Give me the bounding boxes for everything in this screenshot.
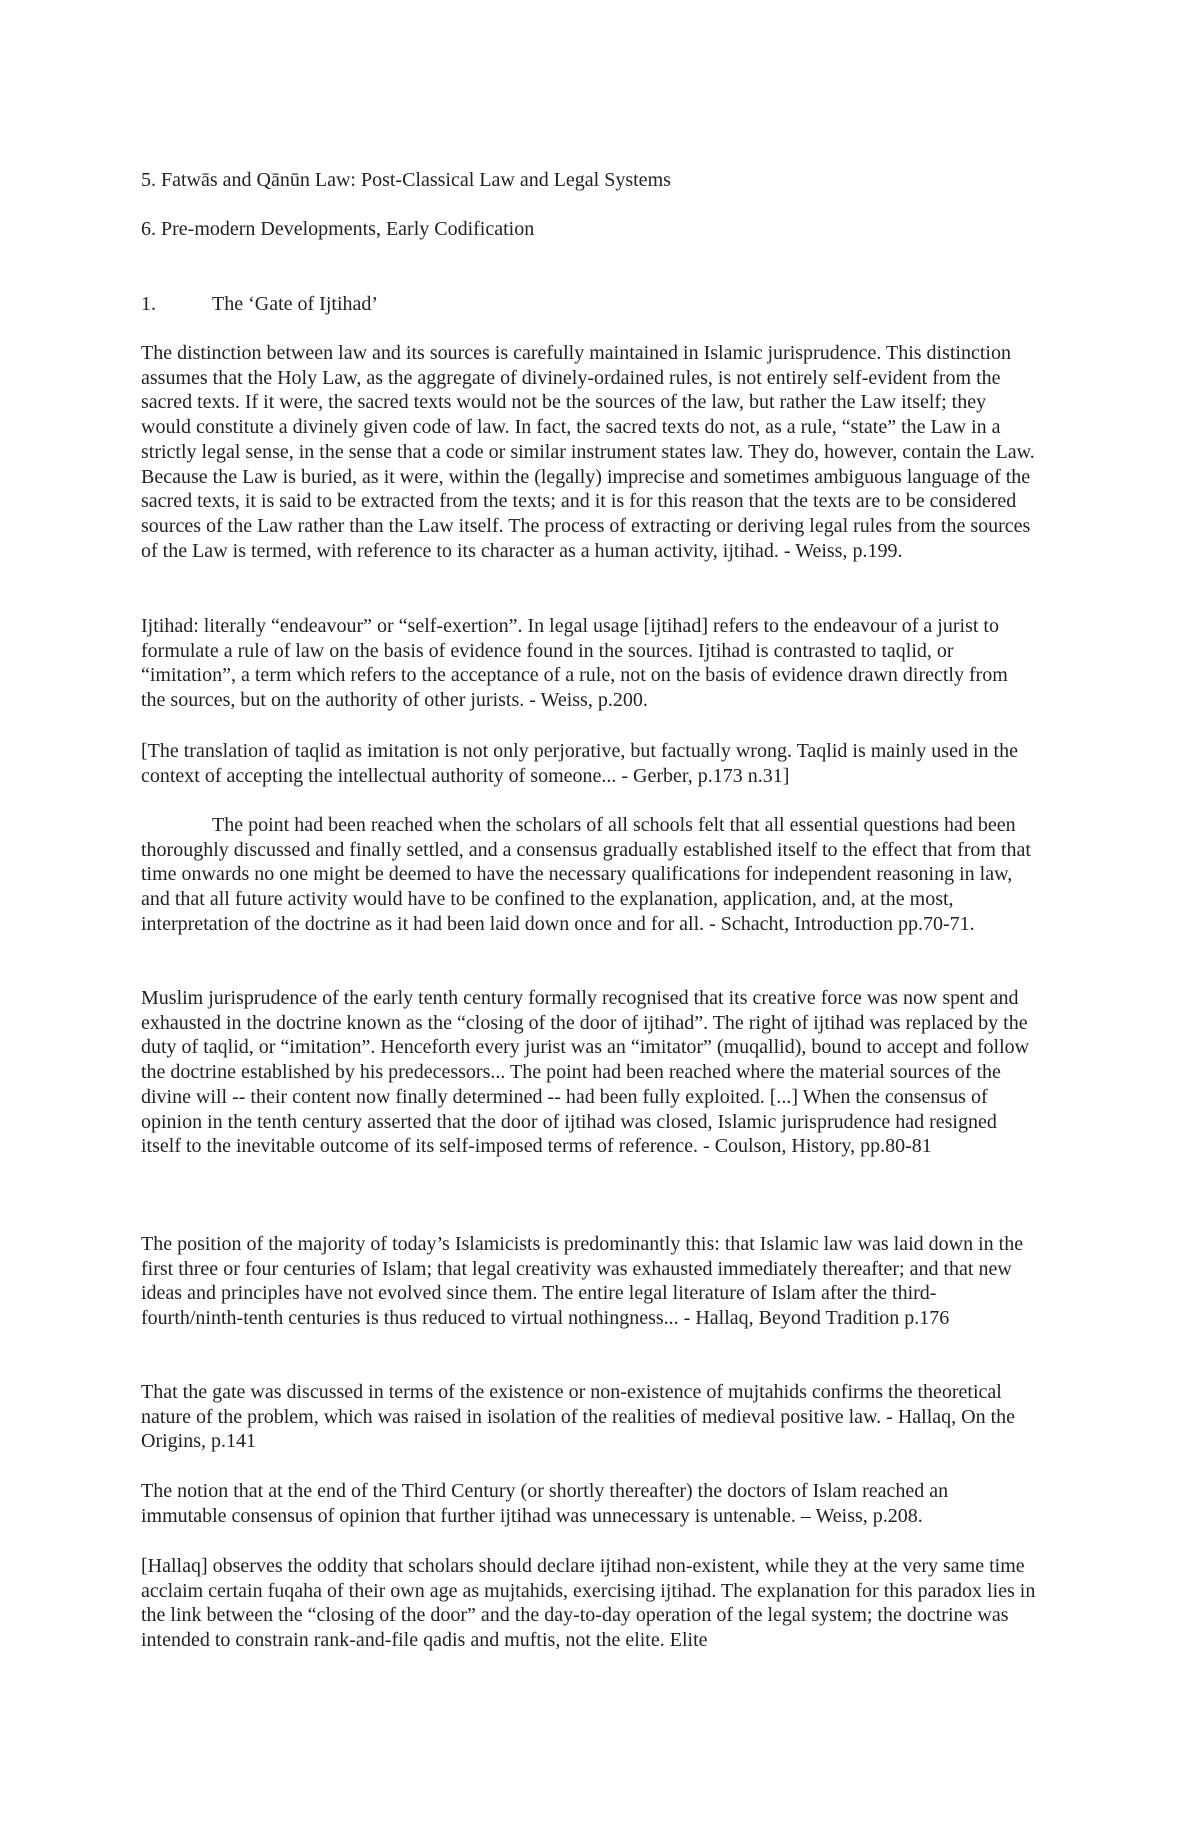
- section-6-title: 6. Pre-modern Developments, Early Codification: [141, 218, 535, 240]
- heading-title: The ‘Gate of Ijtihad’: [212, 293, 379, 315]
- paragraph-hallaq-paradox: [Hallaq] observes the oddity that scholars should declare ijtihad non-existent, while they at the very same time acclaim certain fuqaha of their own age as mujtahids, exercising ijtihad. The explanation for this paradox lies in the link between the “closing of the door” and the day-to-day operation of the legal system; the doctrine was intended to constrain rank-and-file qadis and muftis, not the elite. Elite: [141, 1555, 1036, 1652]
- paragraph-weiss-200: Ijtihad: literally “endeavour” or “self-exertion”. In legal usage [ijtihad] refers to the endeavour of a jurist to formulate a rule of law on the basis of evidence found in the sources. Ijtihad is contrasted to taqlid, or “imitation”, a term which refers to the acceptance of a rule, not on the basis of evidence drawn directly from the sources, but on the authority of other jurists. - Weiss, p.200.: [141, 615, 1008, 712]
- heading-number: 1.: [141, 293, 156, 315]
- paragraph-schacht: The point had been reached when the scholars of all schools felt that all essential questions had been thoroughly discussed and finally settled, and a consensus gradually established itself to the effect that from that time onwards no one might be deemed to have the necessary qualifications for independent reasoning in law, and that all future activity would have to be confined to the explanation, application, and, at the most, interpretation of the doctrine as it had been laid down once and for all. - Schacht, Introduction pp.70-71.: [141, 814, 1031, 935]
- paragraph-gerber: [The translation of taqlid as imitation is not only perjorative, but factually wrong. Taqlid is mainly used in the context of accepting the intellectual authority of someone... - Gerber, p.173 n.31]: [141, 740, 1018, 787]
- paragraph-weiss-199: The distinction between law and its sources is carefully maintained in Islamic jurisprudence. This distinction assumes that the Holy Law, as the aggregate of divinely-ordained rules, is not entirely self-evident from the sacred texts. If it were, the sacred texts would not be the sources of the law, but rather the Law itself; they would constitute a divinely given code of law. In fact, the sacred texts do not, as a rule, “state” the Law in a strictly legal sense, in the sense that a code or similar instrument states law. They do, however, contain the Law. Because the Law is buried, as it were, within the (legally) imprecise and sometimes ambiguous language of the sacred texts, it is said to be extracted from the texts; and it is for this reason that the texts are to be considered sources of the Law rather than the Law itself. The process of extracting or deriving legal rules from the sources of the Law is termed, with reference to its character as a human activity, ijtihad. - Weiss, p.199.: [141, 342, 1035, 562]
- paragraph-coulson: Muslim jurisprudence of the early tenth century formally recognised that its creative force was now spent and exhausted in the doctrine known as the “closing of the door of ijtihad”. The right of ijtihad was replaced by the duty of taqlid, or “imitation”. Henceforth every jurist was an “imitator” (muqallid), bound to accept and follow the doctrine established by his predecessors... The point had been reached where the material sources of the divine will -- their content now finally determined -- had been fully exploited. [...] When the consensus of opinion in the tenth century asserted that the door of ijtihad was closed, Islamic jurisprudence had resigned itself to the inevitable outcome of its self-imposed terms of reference. - Coulson, History, pp.80-81: [141, 987, 1030, 1158]
- paragraph-hallaq-origins: That the gate was discussed in terms of the existence or non-existence of mujtahids confirms the theoretical nature of the problem, which was raised in isolation of the realities of medieval positive law. - Hallaq, On the Origins, p.141: [141, 1381, 1016, 1453]
- section-5-title: 5. Fatwās and Qānūn Law: Post-Classical Law and Legal Systems: [141, 169, 671, 191]
- paragraph-hallaq-beyond-tradition: The position of the majority of today’s Islamicists is predominantly this: that Islamic law was laid down in the first three or four centuries of Islam; that legal creativity was exhausted immediately thereafter; and that new ideas and principles have not evolved since them. The entire legal literature of Islam after the third-fourth/ninth-tenth centuries is thus reduced to virtual nothingness... - Hallaq, Beyond Tradition p.176: [141, 1233, 1024, 1330]
- paragraph-weiss-208: The notion that at the end of the Third Century (or shortly thereafter) the doctors of Islam reached an immutable consensus of opinion that further ijtihad was unnecessary is untenable. – Weiss, p.208.: [141, 1480, 949, 1527]
- section-heading: [141, 292, 1036, 317]
